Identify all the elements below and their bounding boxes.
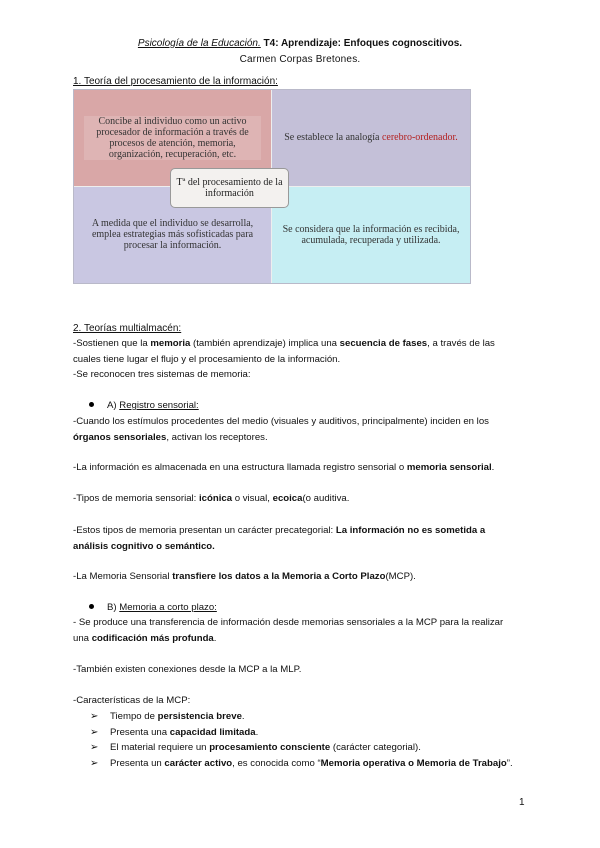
bullet-icon xyxy=(89,402,94,407)
arrow-bullet-icon: ➢ xyxy=(90,727,99,738)
diagram-top-left-text: Concibe al individuo como un activo procesador de información a través de procesos de atención, memoria, organización, recuperación, etc. xyxy=(84,116,261,160)
arrow-bullet-icon: ➢ xyxy=(90,711,99,722)
subject-name: Psicología de la Educación. xyxy=(137,38,261,49)
text-bold: memoria xyxy=(150,338,191,349)
text-bold: persistencia breve xyxy=(157,711,242,722)
paragraph-line xyxy=(73,633,216,644)
subsection-a-heading xyxy=(89,400,199,411)
paragraph-line xyxy=(73,338,495,349)
paragraph-line: -Cuando los estímulos procedentes del medio (visuales y auditivos, principalmente) inciden en los xyxy=(73,416,489,427)
text-bold: memoria sensorial xyxy=(406,462,492,473)
list-item xyxy=(90,727,258,738)
diagram-center-box xyxy=(170,168,289,208)
text-span: Presenta un xyxy=(110,758,165,769)
text-bold: Memoria operativa o Memoria de Trabajo xyxy=(320,758,507,769)
page-number: 1 xyxy=(519,797,525,808)
diagram-bottom-left-text: A medida que el individuo se desarrolla, emplea estrategias más sofisticadas para procesar la información. xyxy=(91,218,254,252)
text-span: , activan los receptores. xyxy=(166,432,268,443)
paragraph-line: cuales tiene lugar el flujo y el procesamiento de la información. xyxy=(73,354,341,365)
text-bold: codificación más profunda xyxy=(91,633,214,644)
bullet-icon xyxy=(89,604,94,609)
paragraph-line xyxy=(73,571,416,582)
diagram-bottom-right xyxy=(272,187,470,284)
text-bold: ecoica xyxy=(272,493,303,504)
diagram-top-right xyxy=(272,90,470,187)
paragraph-line: -Se reconocen tres sistemas de memoria: xyxy=(73,369,251,380)
paragraph-line xyxy=(73,493,349,504)
text-span: -Estos tipos de memoria presentan un carácter precategorial: xyxy=(73,525,336,536)
text-span: . xyxy=(255,727,259,738)
paragraph-line: - Se produce una transferencia de información desde memorias sensoriales a la MCP para la realizar xyxy=(73,617,504,628)
paragraph-line xyxy=(73,541,215,552)
diagram-bottom-right-text: Se considera que la información es recibida, acumulada, recuperada y utilizada. xyxy=(282,223,460,246)
diagram-top-right-text-a: Se establece la analogía xyxy=(284,132,382,144)
author-name: Carmen Corpas Bretones. xyxy=(239,54,361,65)
text-span: . xyxy=(213,633,217,644)
list-item xyxy=(90,758,513,769)
subsection-a-title: Registro sensorial: xyxy=(119,400,199,411)
arrow-bullet-icon: ➢ xyxy=(90,742,99,753)
diagram-center-text: Tª del procesamiento de la información xyxy=(176,177,283,199)
text-span: o visual, xyxy=(232,493,273,504)
text-span: . xyxy=(491,462,495,473)
text-bold: transfiere los datos a la Memoria a Corto Plazo xyxy=(172,571,386,582)
text-span: (carácter categorial). xyxy=(330,742,421,753)
text-bold: órganos sensoriales xyxy=(73,432,167,443)
subsection-b-heading xyxy=(89,602,217,613)
paragraph-line: -También existen conexiones desde la MCP a la MLP. xyxy=(73,664,302,675)
theory-diagram xyxy=(73,89,471,284)
paragraph-line xyxy=(73,462,494,473)
text-bold: icónica xyxy=(199,493,233,504)
text-bold: procesamiento consciente xyxy=(209,742,331,753)
text-span: B) xyxy=(107,602,120,613)
diagram-top-right-text xyxy=(284,132,458,143)
text-span: Tiempo de xyxy=(110,711,158,722)
text-bold: La información no es sometida a xyxy=(335,525,486,536)
list-item xyxy=(90,711,245,722)
text-span: A) xyxy=(107,400,120,411)
text-span: , a través de las xyxy=(427,338,495,349)
text-bold: carácter activo xyxy=(164,758,233,769)
text-span: -La información es almacenada en una estructura llamada registro sensorial o xyxy=(73,462,407,473)
text-span: -Sostienen que la xyxy=(73,338,151,349)
text-span: -La Memoria Sensorial xyxy=(73,571,173,582)
text-bold: capacidad limitada xyxy=(169,727,256,738)
subsection-b-title: Memoria a corto plazo: xyxy=(119,602,217,613)
topic-title: T4: Aprendizaje: Enfoques cognoscitivos. xyxy=(260,38,463,49)
list-item xyxy=(90,742,421,753)
arrow-bullet-icon: ➢ xyxy=(90,758,99,769)
text-span: -Tipos de memoria sensorial: xyxy=(73,493,200,504)
text-span: ”. xyxy=(506,758,513,769)
text-bold: análisis cognitivo o semántico. xyxy=(73,541,215,552)
text-span: (también aprendizaje) implica una xyxy=(190,338,340,349)
paragraph-line xyxy=(73,432,268,443)
header-title xyxy=(0,38,600,49)
text-span: (MCP). xyxy=(385,571,416,582)
section-2-title: 2. Teorías multialmacén: xyxy=(73,323,182,334)
text-span: Presenta una xyxy=(110,727,170,738)
paragraph-line: -Características de la MCP: xyxy=(73,695,191,706)
text-span: (o auditiva. xyxy=(302,493,350,504)
text-span: El material requiere un xyxy=(110,742,210,753)
paragraph-line xyxy=(73,525,485,536)
diagram-top-right-text-b: cerebro-ordenador. xyxy=(381,132,458,144)
section-1-title: 1. Teoría del procesamiento de la información: xyxy=(73,76,278,87)
text-span: una xyxy=(73,633,92,644)
text-span: , es conocida como “ xyxy=(232,758,321,769)
text-bold: secuencia de fases xyxy=(339,338,428,349)
text-span: . xyxy=(241,711,245,722)
